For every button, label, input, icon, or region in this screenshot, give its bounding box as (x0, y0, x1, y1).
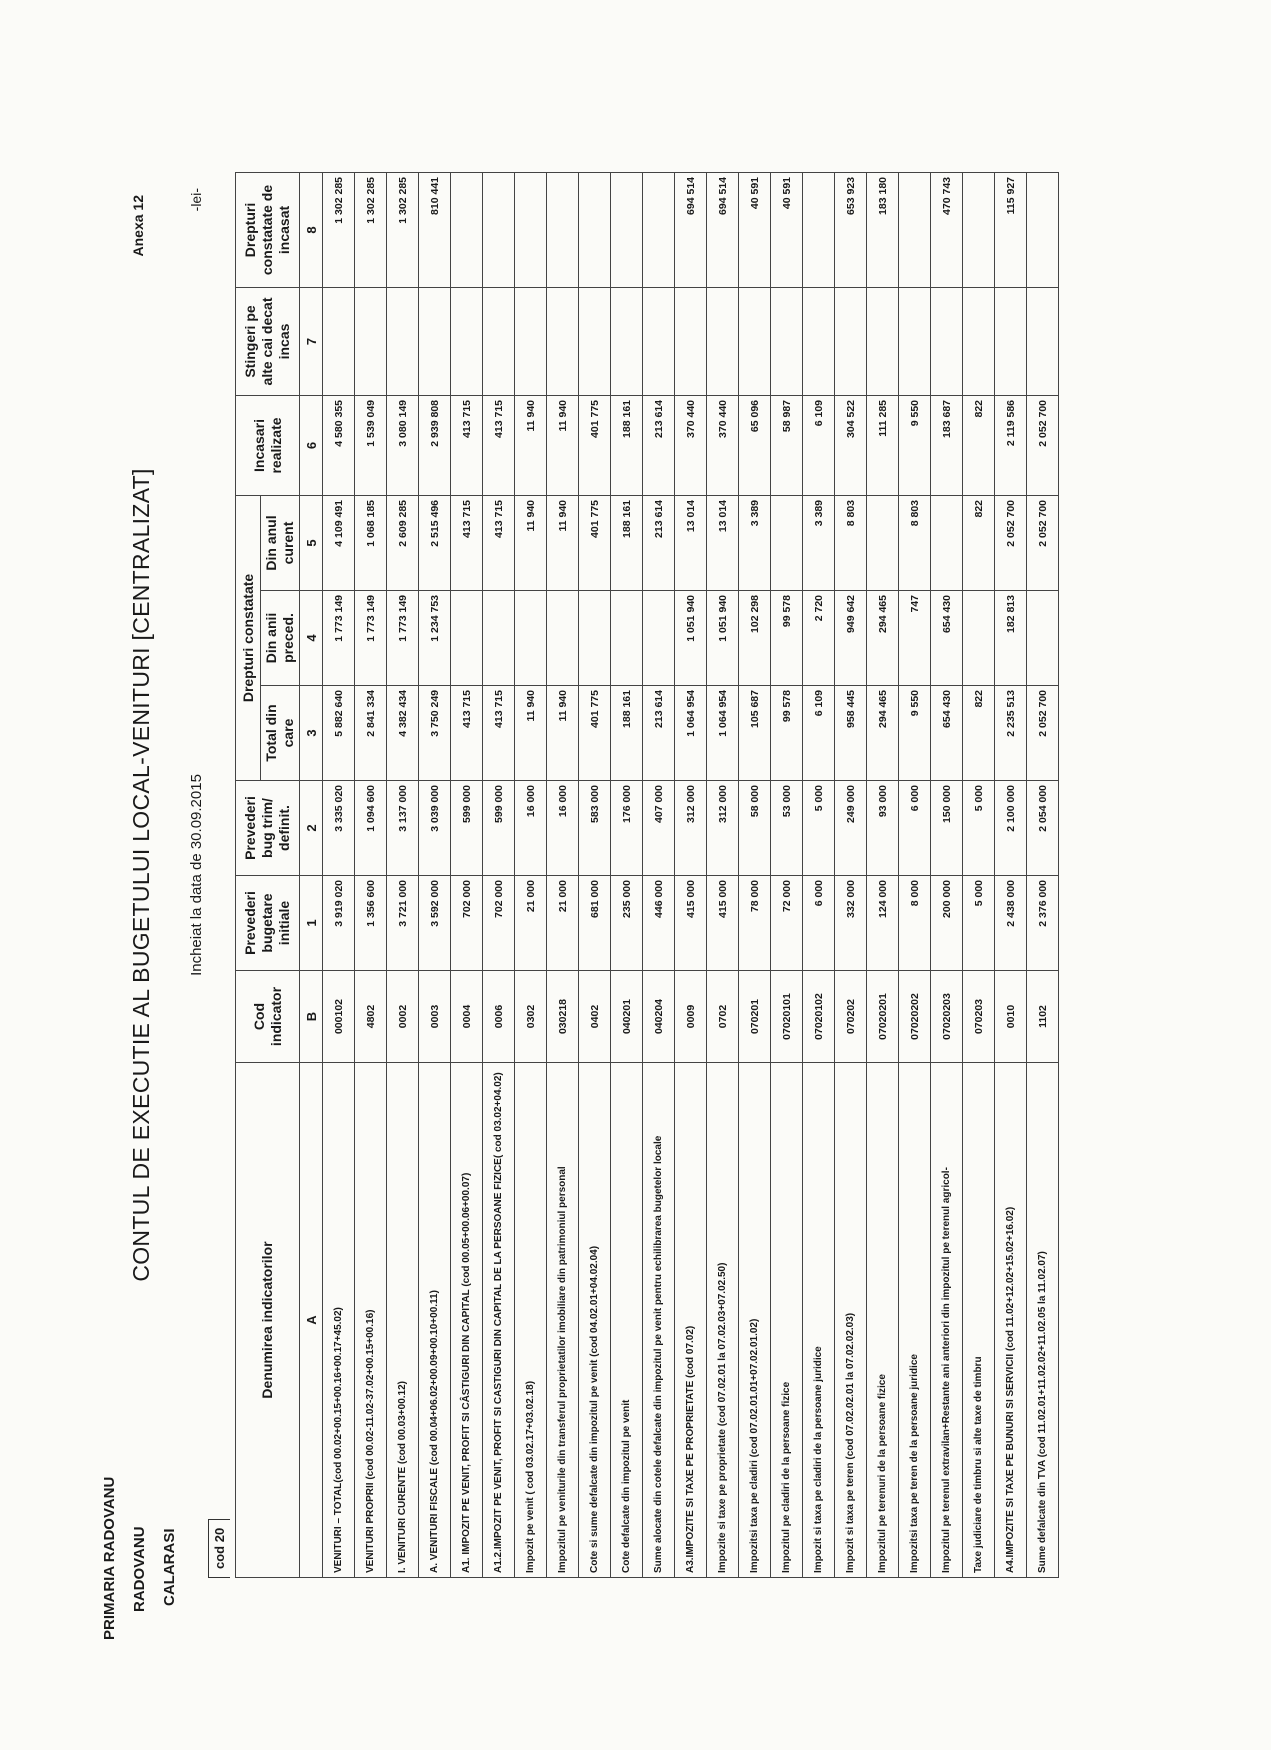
indicator-code: 000102 (323, 971, 355, 1063)
value-cell-c5: 11 940 (547, 495, 579, 590)
indicator-code: 0002 (387, 971, 419, 1063)
value-cell-c5 (867, 495, 899, 590)
value-cell-c3: 401 775 (579, 686, 611, 781)
table-row (867, 172, 899, 1577)
value-cell-c1: 72 000 (771, 876, 803, 971)
value-cell-c1: 78 000 (739, 876, 771, 971)
value-cell-c8: 810 441 (419, 172, 451, 287)
value-cell-c7 (931, 287, 963, 395)
value-cell-c6: 9 550 (899, 395, 931, 495)
value-cell-c3: 213 614 (643, 686, 675, 781)
value-cell-c1: 332 000 (835, 876, 867, 971)
indicator-name: Impozitul pe terenul extravilan+Restante ani anteriori din impozitul pe terenul agricol- (931, 1063, 963, 1578)
header-drepturi-de-incasat: Drepturi constatate de incasat (236, 172, 300, 287)
indicator-name: Taxe judiciare de timbru si alte taxe de timbru (963, 1063, 995, 1578)
value-cell-c3: 5 882 640 (323, 686, 355, 781)
value-cell-c3: 1 064 954 (707, 686, 739, 781)
indicator-name: Impozitul pe veniturile din transferul proprietatilor imobiliare din patrimoniul personal (547, 1063, 579, 1578)
value-cell-c1: 124 000 (867, 876, 899, 971)
value-cell-c8: 694 514 (675, 172, 707, 287)
value-cell-c8: 1 302 285 (387, 172, 419, 287)
value-cell-c6: 2 052 700 (1027, 395, 1059, 495)
indicator-name: A1. IMPOZIT PE VENIT, PROFIT SI CÂSTIGURI DIN CAPITAL (cod 00.05+00.06+00.07) (451, 1063, 483, 1578)
value-cell-c5: 8 803 (899, 495, 931, 590)
value-cell-c8 (579, 172, 611, 287)
value-cell-c5: 1 068 185 (355, 495, 387, 590)
value-cell-c1: 21 000 (547, 876, 579, 971)
value-cell-c2: 58 000 (739, 781, 771, 876)
value-cell-c1: 415 000 (707, 876, 739, 971)
value-cell-c2: 2 100 000 (995, 781, 1027, 876)
value-cell-c4 (963, 591, 995, 686)
value-cell-c7 (643, 287, 675, 395)
value-cell-c6: 3 080 149 (387, 395, 419, 495)
indicator-name: Cote si sume defalcate din impozitul pe venit (cod 04.02.01+04.02.04) (579, 1063, 611, 1578)
value-cell-c5 (771, 495, 803, 590)
indicator-name: Impozitul pe terenuri de la persoane fizice (867, 1063, 899, 1578)
value-cell-c4: 1 773 149 (355, 591, 387, 686)
header-incasari: Incasari realizate (236, 395, 300, 495)
indicator-code: 0009 (675, 971, 707, 1063)
value-cell-c5: 2 052 700 (1027, 495, 1059, 590)
value-cell-c3: 2 841 334 (355, 686, 387, 781)
table-row (803, 172, 835, 1577)
indicator-code: 0003 (419, 971, 451, 1063)
value-cell-c4 (483, 591, 515, 686)
header-din-ani-preced: Din anii preced. (261, 591, 300, 686)
value-cell-c4: 294 465 (867, 591, 899, 686)
value-cell-c8: 183 180 (867, 172, 899, 287)
value-cell-c4: 1 051 940 (707, 591, 739, 686)
column-number: 5 (300, 495, 323, 590)
indicator-name: A3.IMPOZITE SI TAXE PE PROPRIETATE (cod 07.02) (675, 1063, 707, 1578)
value-cell-c5: 401 775 (579, 495, 611, 590)
value-cell-c5: 3 389 (739, 495, 771, 590)
value-cell-c4: 949 642 (835, 591, 867, 686)
value-cell-c2: 1 094 600 (355, 781, 387, 876)
header-stingeri: Stingeri pe alte cai decat incas (236, 287, 300, 395)
value-cell-c7 (611, 287, 643, 395)
value-cell-c3: 822 (963, 686, 995, 781)
value-cell-c6: 1 539 049 (355, 395, 387, 495)
value-cell-c2: 312 000 (707, 781, 739, 876)
header-prev-initiale: Prevederi bugetare initiale (236, 876, 300, 971)
value-cell-c7 (1027, 287, 1059, 395)
indicator-name: Impozitsi taxa pe teren de la persoane juridice (899, 1063, 931, 1578)
value-cell-c8 (451, 172, 483, 287)
value-cell-c1: 446 000 (643, 876, 675, 971)
value-cell-c1: 8 000 (899, 876, 931, 971)
value-cell-c1: 235 000 (611, 876, 643, 971)
table-row (387, 172, 419, 1577)
indicator-name: Impozit si taxa pe teren (cod 07.02.02.01 la 07.02.02.03) (835, 1063, 867, 1578)
value-cell-c4 (547, 591, 579, 686)
value-cell-c6: 413 715 (483, 395, 515, 495)
value-cell-c2: 249 000 (835, 781, 867, 876)
value-cell-c3: 4 382 434 (387, 686, 419, 781)
value-cell-c2: 3 039 000 (419, 781, 451, 876)
indicator-code: 0702 (707, 971, 739, 1063)
value-cell-c7 (451, 287, 483, 395)
value-cell-c5: 213 614 (643, 495, 675, 590)
value-cell-c3: 958 445 (835, 686, 867, 781)
table-row (355, 172, 387, 1577)
value-cell-c3: 3 750 249 (419, 686, 451, 781)
value-cell-c7 (675, 287, 707, 395)
value-cell-c1: 1 356 600 (355, 876, 387, 971)
indicator-code: 070203 (963, 971, 995, 1063)
column-number-row (300, 172, 323, 1577)
value-cell-c1: 6 000 (803, 876, 835, 971)
value-cell-c7 (803, 287, 835, 395)
value-cell-c1: 681 000 (579, 876, 611, 971)
value-cell-c8: 653 923 (835, 172, 867, 287)
value-cell-c6: 183 687 (931, 395, 963, 495)
value-cell-c5: 413 715 (451, 495, 483, 590)
value-cell-c4: 1 234 753 (419, 591, 451, 686)
value-cell-c7 (707, 287, 739, 395)
value-cell-c3: 2 235 513 (995, 686, 1027, 781)
value-cell-c2: 2 054 000 (1027, 781, 1059, 876)
revenue-table (235, 172, 1059, 1578)
table-row (931, 172, 963, 1577)
value-cell-c5: 188 161 (611, 495, 643, 590)
column-number: A (300, 1063, 323, 1578)
value-cell-c2: 16 000 (547, 781, 579, 876)
value-cell-c8 (611, 172, 643, 287)
value-cell-c4: 654 430 (931, 591, 963, 686)
value-cell-c4 (611, 591, 643, 686)
header-prev-definit: Prevederi bug trim/ definit. (236, 781, 300, 876)
column-number: B (300, 971, 323, 1063)
value-cell-c6: 822 (963, 395, 995, 495)
institution-line-2: RADOVANU (131, 1526, 148, 1612)
value-cell-c6: 2 119 586 (995, 395, 1027, 495)
value-cell-c3: 9 550 (899, 686, 931, 781)
value-cell-c2: 3 335 020 (323, 781, 355, 876)
document-title: CONTUL DE EXECUTIE AL BUGETULUI LOCAL-VENITURI [CENTRALIZAT] (128, 468, 154, 1282)
value-cell-c2: 150 000 (931, 781, 963, 876)
value-cell-c4: 99 578 (771, 591, 803, 686)
value-cell-c7 (995, 287, 1027, 395)
value-cell-c6: 6 109 (803, 395, 835, 495)
value-cell-c6: 111 285 (867, 395, 899, 495)
indicator-code: 1102 (1027, 971, 1059, 1063)
institution-line-3: CALARASI (161, 1528, 178, 1606)
value-cell-c8: 1 302 285 (355, 172, 387, 287)
table-row (611, 172, 643, 1577)
indicator-name: Sume defalcate din TVA (cod 11.02.01+11.02.02+11.02.05 la 11.02.07) (1027, 1063, 1059, 1578)
table-row (1027, 172, 1059, 1577)
value-cell-c4: 102 298 (739, 591, 771, 686)
value-cell-c3: 2 052 700 (1027, 686, 1059, 781)
value-cell-c6: 370 440 (707, 395, 739, 495)
cod-label: cod 20 (208, 1519, 230, 1578)
column-number: 8 (300, 172, 323, 287)
indicator-code: 07020202 (899, 971, 931, 1063)
table-row (739, 172, 771, 1577)
value-cell-c8: 1 302 285 (323, 172, 355, 287)
value-cell-c2: 3 137 000 (387, 781, 419, 876)
value-cell-c5: 2 609 285 (387, 495, 419, 590)
value-cell-c4: 1 773 149 (387, 591, 419, 686)
indicator-code: 07020101 (771, 971, 803, 1063)
value-cell-c2: 599 000 (451, 781, 483, 876)
value-cell-c3: 99 578 (771, 686, 803, 781)
value-cell-c6: 370 440 (675, 395, 707, 495)
indicator-code: 040204 (643, 971, 675, 1063)
indicator-code: 0004 (451, 971, 483, 1063)
table-row (419, 172, 451, 1577)
value-cell-c4 (579, 591, 611, 686)
indicator-code: 040201 (611, 971, 643, 1063)
column-number: 4 (300, 591, 323, 686)
value-cell-c1: 3 721 000 (387, 876, 419, 971)
value-cell-c8: 40 591 (771, 172, 803, 287)
indicator-name: Impozit si taxa pe cladiri de la persoane juridice (803, 1063, 835, 1578)
value-cell-c3: 413 715 (451, 686, 483, 781)
indicator-code: 07020201 (867, 971, 899, 1063)
table-row (323, 172, 355, 1577)
value-cell-c6: 188 161 (611, 395, 643, 495)
value-cell-c1: 3 919 020 (323, 876, 355, 971)
value-cell-c8 (515, 172, 547, 287)
indicator-name: A1.2.IMPOZIT PE VENIT, PROFIT SI CASTIGURI DIN CAPITAL DE LA PERSOANE FIZICE( cod 03.02+04.02) (483, 1063, 515, 1578)
indicator-code: 07020203 (931, 971, 963, 1063)
value-cell-c3: 188 161 (611, 686, 643, 781)
value-cell-c2: 599 000 (483, 781, 515, 876)
value-cell-c5 (931, 495, 963, 590)
indicator-code: 030218 (547, 971, 579, 1063)
indicator-name: Impozite si taxe pe proprietate (cod 07.02.01 la 07.02.03+07.02.50) (707, 1063, 739, 1578)
value-cell-c3: 1 064 954 (675, 686, 707, 781)
value-cell-c2: 5 000 (963, 781, 995, 876)
value-cell-c4 (515, 591, 547, 686)
value-cell-c1: 21 000 (515, 876, 547, 971)
value-cell-c2: 176 000 (611, 781, 643, 876)
value-cell-c8: 694 514 (707, 172, 739, 287)
value-cell-c3: 294 465 (867, 686, 899, 781)
value-cell-c8: 40 591 (739, 172, 771, 287)
value-cell-c6: 11 940 (515, 395, 547, 495)
table-row (963, 172, 995, 1577)
value-cell-c1: 3 592 000 (419, 876, 451, 971)
value-cell-c8 (963, 172, 995, 287)
value-cell-c8 (803, 172, 835, 287)
value-cell-c7 (483, 287, 515, 395)
header-din-anul-curent: Din anul curent (261, 495, 300, 590)
value-cell-c4 (643, 591, 675, 686)
value-cell-c6: 413 715 (451, 395, 483, 495)
value-cell-c8 (643, 172, 675, 287)
value-cell-c5: 2 052 700 (995, 495, 1027, 590)
indicator-name: Impozit pe venit ( cod 03.02.17+03.02.18) (515, 1063, 547, 1578)
value-cell-c3: 413 715 (483, 686, 515, 781)
value-cell-c2: 312 000 (675, 781, 707, 876)
indicator-name: VENITURI – TOTAL(cod 00.02+00.15+00.16+00.17+45.02) (323, 1063, 355, 1578)
value-cell-c7 (771, 287, 803, 395)
value-cell-c6: 2 939 808 (419, 395, 451, 495)
value-cell-c7 (963, 287, 995, 395)
value-cell-c3: 6 109 (803, 686, 835, 781)
indicator-name: I. VENITURI CURENTE (cod 00.03+00.12) (387, 1063, 419, 1578)
indicator-code: 070202 (835, 971, 867, 1063)
column-number: 6 (300, 395, 323, 495)
value-cell-c2: 5 000 (803, 781, 835, 876)
annex-label: Anexa 12 (130, 195, 146, 257)
value-cell-c7 (835, 287, 867, 395)
value-cell-c6: 11 940 (547, 395, 579, 495)
value-cell-c7 (387, 287, 419, 395)
table-row (483, 172, 515, 1577)
value-cell-c8 (547, 172, 579, 287)
value-cell-c7 (899, 287, 931, 395)
value-cell-c3: 654 430 (931, 686, 963, 781)
value-cell-c1: 2 376 000 (1027, 876, 1059, 971)
value-cell-c4 (1027, 591, 1059, 686)
value-cell-c3: 11 940 (515, 686, 547, 781)
indicator-name: Sume alocate din cotele defalcate din impozitul pe venit pentru echilibrarea bugetelor locale (643, 1063, 675, 1578)
value-cell-c4: 1 773 149 (323, 591, 355, 686)
value-cell-c3: 11 940 (547, 686, 579, 781)
table-row (451, 172, 483, 1577)
value-cell-c7 (867, 287, 899, 395)
indicator-name: A. VENITURI FISCALE (cod 00.04+06.02+00.09+00.10+00.11) (419, 1063, 451, 1578)
value-cell-c2: 6 000 (899, 781, 931, 876)
column-number: 7 (300, 287, 323, 395)
value-cell-c4: 2 720 (803, 591, 835, 686)
value-cell-c5: 13 014 (707, 495, 739, 590)
table-row (643, 172, 675, 1577)
value-cell-c4 (451, 591, 483, 686)
indicator-code: 4802 (355, 971, 387, 1063)
header-total-din-care: Total din care (261, 686, 300, 781)
value-cell-c7 (515, 287, 547, 395)
value-cell-c1: 2 438 000 (995, 876, 1027, 971)
value-cell-c5: 3 389 (803, 495, 835, 590)
value-cell-c6: 4 580 355 (323, 395, 355, 495)
indicator-code: 0302 (515, 971, 547, 1063)
value-cell-c7 (323, 287, 355, 395)
value-cell-c5: 11 940 (515, 495, 547, 590)
indicator-code: 07020102 (803, 971, 835, 1063)
value-cell-c7 (579, 287, 611, 395)
value-cell-c5: 13 014 (675, 495, 707, 590)
value-cell-c7 (739, 287, 771, 395)
value-cell-c5: 822 (963, 495, 995, 590)
value-cell-c7 (419, 287, 451, 395)
value-cell-c6: 401 775 (579, 395, 611, 495)
value-cell-c8 (899, 172, 931, 287)
table-row (899, 172, 931, 1577)
value-cell-c1: 702 000 (483, 876, 515, 971)
table-row (771, 172, 803, 1577)
table-row (579, 172, 611, 1577)
table-body (323, 172, 1059, 1577)
value-cell-c7 (547, 287, 579, 395)
value-cell-c1: 702 000 (451, 876, 483, 971)
table-row (995, 172, 1027, 1577)
document-date: Incheiat la data de 30.09.2015 (188, 774, 205, 976)
header-cod: Cod indicator (236, 971, 300, 1063)
value-cell-c1: 415 000 (675, 876, 707, 971)
value-cell-c6: 65 096 (739, 395, 771, 495)
value-cell-c6: 213 614 (643, 395, 675, 495)
value-cell-c2: 93 000 (867, 781, 899, 876)
table-row (835, 172, 867, 1577)
header-denumirea: Denumirea indicatorilor (236, 1063, 300, 1578)
value-cell-c6: 304 522 (835, 395, 867, 495)
table-row (675, 172, 707, 1577)
indicator-code: 070201 (739, 971, 771, 1063)
table-row (515, 172, 547, 1577)
value-cell-c3: 105 687 (739, 686, 771, 781)
indicator-name: Impozitul pe cladiri de la persoane fizice (771, 1063, 803, 1578)
value-cell-c8: 470 743 (931, 172, 963, 287)
column-number: 3 (300, 686, 323, 781)
value-cell-c5: 2 515 496 (419, 495, 451, 590)
value-cell-c5: 8 803 (835, 495, 867, 590)
value-cell-c2: 407 000 (643, 781, 675, 876)
value-cell-c2: 53 000 (771, 781, 803, 876)
value-cell-c4: 182 813 (995, 591, 1027, 686)
value-cell-c5: 4 109 491 (323, 495, 355, 590)
value-cell-c5: 413 715 (483, 495, 515, 590)
indicator-code: 0006 (483, 971, 515, 1063)
table-row (547, 172, 579, 1577)
value-cell-c2: 583 000 (579, 781, 611, 876)
value-cell-c8 (483, 172, 515, 287)
indicator-name: Impozitsi taxa pe cladiri (cod 07.02.01.01+07.02.01.02) (739, 1063, 771, 1578)
indicator-name: Cote defalcate din impozitul pe venit (611, 1063, 643, 1578)
table-row (707, 172, 739, 1577)
value-cell-c4: 747 (899, 591, 931, 686)
indicator-name: A4.IMPOZITE SI TAXE PE BUNURI SI SERVICII (cod 11.02+12.02+15.02+16.02) (995, 1063, 1027, 1578)
value-cell-c8: 115 927 (995, 172, 1027, 287)
value-cell-c8 (1027, 172, 1059, 287)
value-cell-c1: 200 000 (931, 876, 963, 971)
value-cell-c7 (355, 287, 387, 395)
column-number: 1 (300, 876, 323, 971)
header-drepturi-group: Drepturi constatate (236, 495, 261, 780)
indicator-code: 0402 (579, 971, 611, 1063)
institution-line-1: PRIMARIA RADOVANU (101, 1476, 118, 1640)
value-cell-c2: 16 000 (515, 781, 547, 876)
column-number: 2 (300, 781, 323, 876)
indicator-code: 0010 (995, 971, 1027, 1063)
currency-unit: -lei- (188, 188, 204, 212)
indicator-name: VENITURI PROPRII (cod 00.02-11.02-37.02+00.15+00.16) (355, 1063, 387, 1578)
value-cell-c1: 5 000 (963, 876, 995, 971)
value-cell-c6: 58 987 (771, 395, 803, 495)
value-cell-c4: 1 051 940 (675, 591, 707, 686)
